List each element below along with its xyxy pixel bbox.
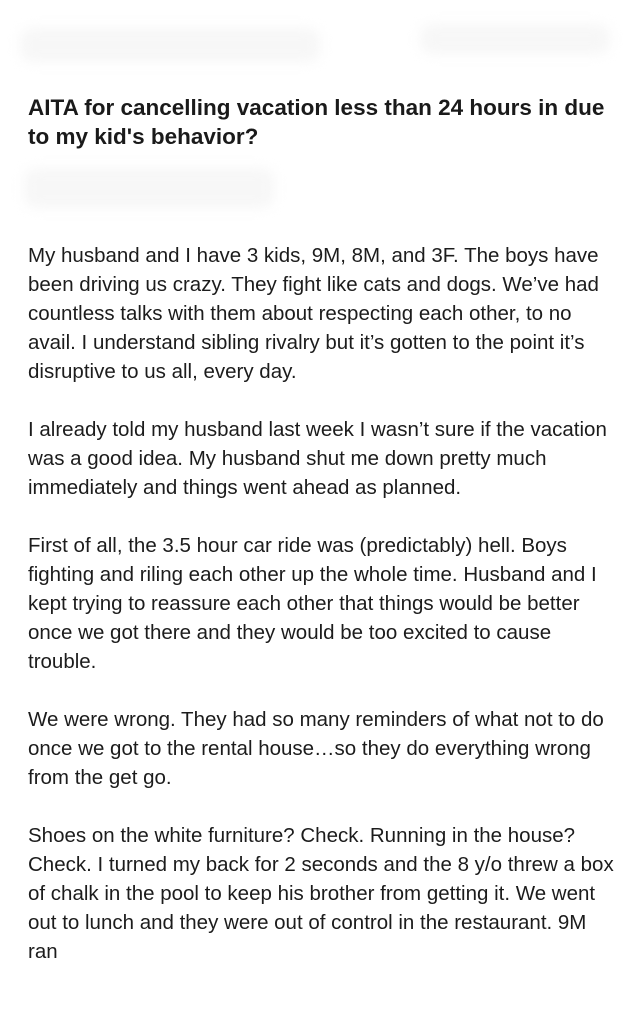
blurred-meta-line <box>24 168 274 208</box>
post-paragraph: Shoes on the white furniture? Check. Running in the house? Check. I turned my back for 2 seconds and the 8 y/o threw a box of chalk in the pool to keep his brother from getting it. We went out to lunch and they were out of control in the restaurant. 9M ran <box>28 824 614 963</box>
post-paragraph: My husband and I have 3 kids, 9M, 8M, and 3F. The boys have been driving us crazy. They fight like cats and dogs. We’ve had countless talks with them about respecting each other, to no avail. I understand sibling rivalry but it’s gotten to the point it’s disruptive to us all, every day. <box>28 244 599 383</box>
post-body <box>28 241 620 995</box>
post-paragraph: We were wrong. They had so many reminders of what not to do once we got to the rental house…so they do everything wrong from the get go. <box>28 708 604 789</box>
blurred-header-right <box>420 24 610 54</box>
post-paragraph: I already told my husband last week I wasn’t sure if the vacation was a good idea. My husband shut me down pretty much immediately and things went ahead as planned. <box>28 418 607 499</box>
blurred-header-left <box>20 28 320 62</box>
post-paragraph: First of all, the 3.5 hour car ride was (predictably) hell. Boys fighting and riling each other up the whole time. Husband and I kept trying to reassure each other that things would be better once we got there and they would be too excited to cause trouble. <box>28 534 597 673</box>
post-title: AITA for cancelling vacation less than 24 hours in due to my kid's behavior? <box>28 95 605 149</box>
